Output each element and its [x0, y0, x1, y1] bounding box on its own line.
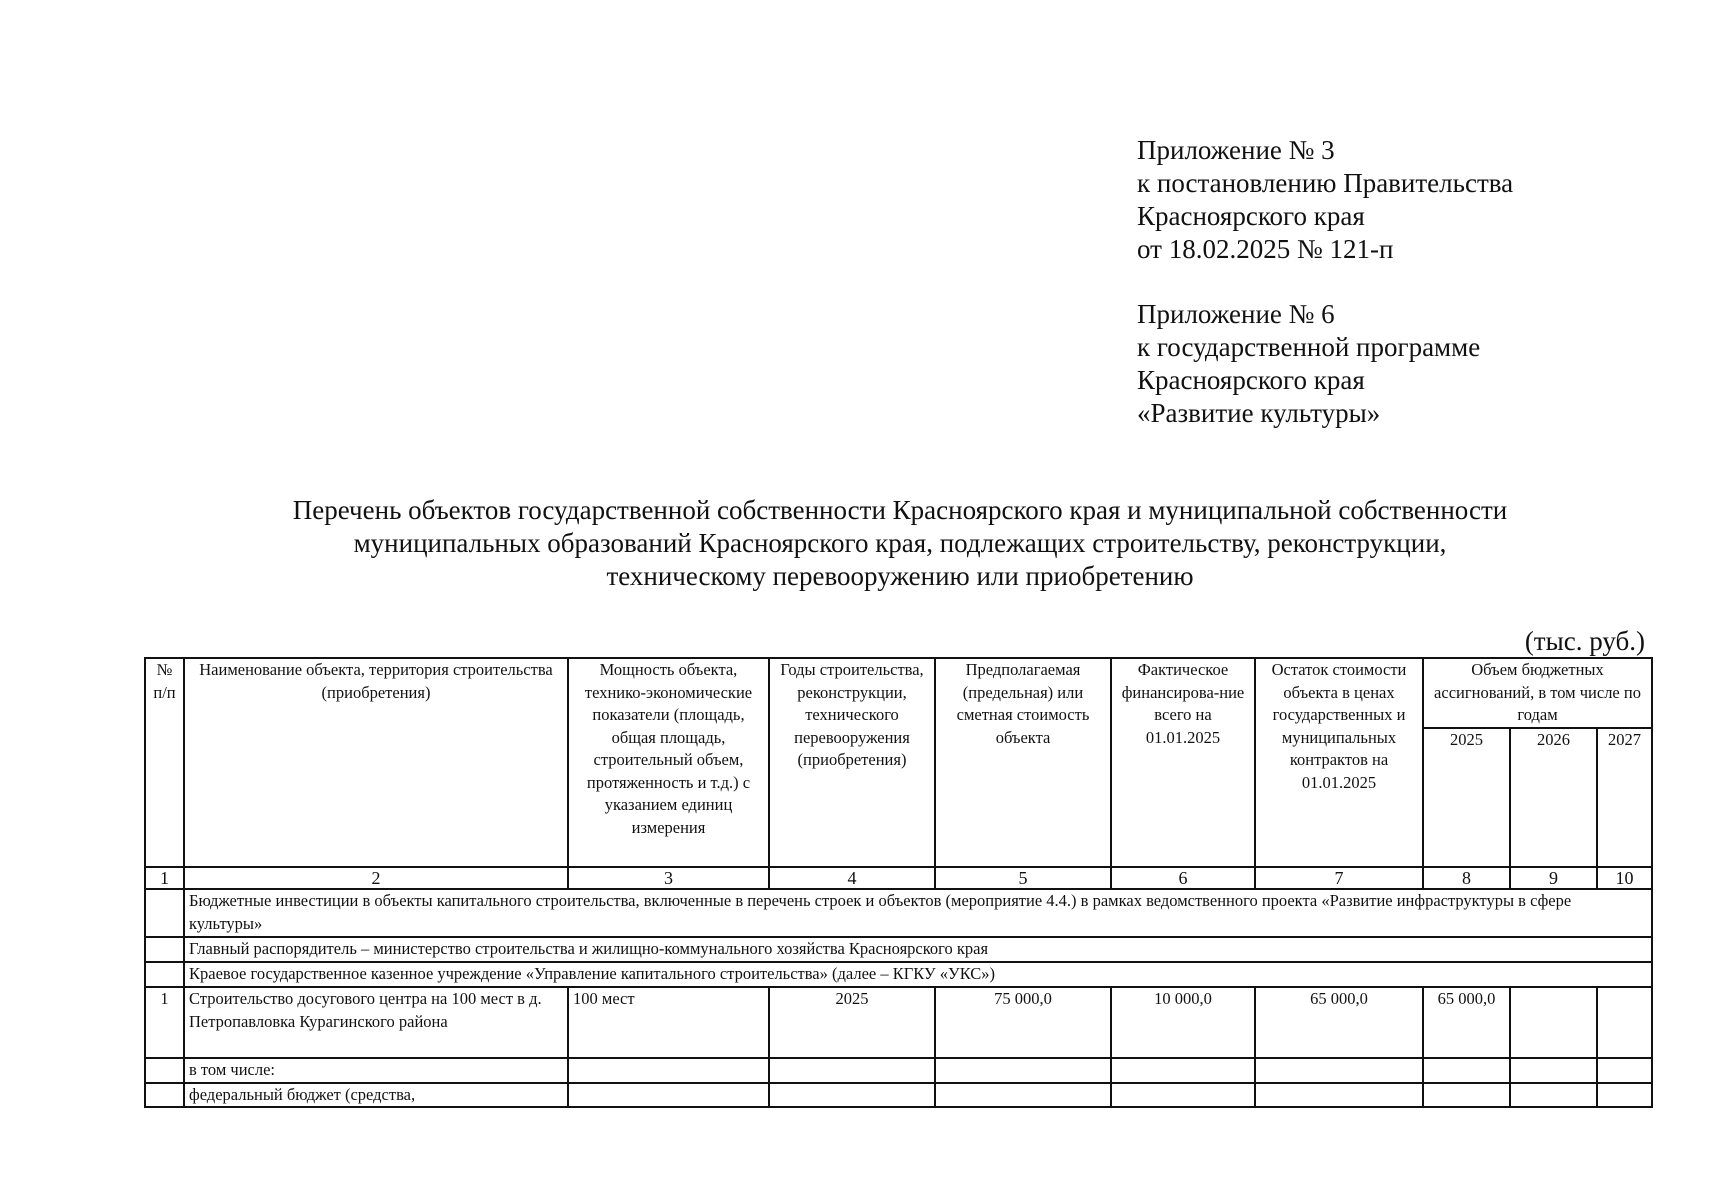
object-capacity: 100 мест	[568, 987, 769, 1058]
subrow-including-label: в том числе:	[184, 1058, 568, 1083]
header-years: Годы строительства, реконструкции, технического перевооружения (приобретения)	[769, 658, 935, 867]
header-name: Наименование объекта, территория строительства (приобретения)	[184, 658, 568, 867]
object-2025: 65 000,0	[1423, 987, 1510, 1058]
empty-cell	[1510, 1083, 1597, 1108]
annex-6-line: к государственной программе	[1137, 332, 1481, 362]
column-numbers-row	[145, 867, 1652, 889]
section-institution-text: Краевое государственное казенное учреждение «Управление капитального строительства» (далее – КГКУ «УКС»)	[184, 962, 1652, 987]
object-num: 1	[145, 987, 184, 1058]
object-2026	[1510, 987, 1597, 1058]
header-budget-group: Объем бюджетных ассигнований, в том числе по годам	[1423, 658, 1652, 728]
document-title-line: муниципальных образований Красноярского края, подлежащих строительству, реконструкции,	[353, 528, 1447, 558]
object-row	[145, 987, 1652, 1058]
document-title	[200, 494, 1600, 593]
object-actual-financing: 10 000,0	[1111, 987, 1255, 1058]
annex-3-line: от 18.02.2025 № 121-п	[1137, 234, 1394, 264]
empty-cell	[145, 962, 184, 987]
empty-cell	[1423, 1058, 1510, 1083]
section-main-manager-text: Главный распорядитель – министерство строительства и жилищно-коммунального хозяйства Красноярского края	[184, 937, 1652, 962]
empty-cell	[769, 1083, 935, 1108]
column-number: 8	[1423, 867, 1510, 889]
section-investments-text: Бюджетные инвестиции в объекты капитального строительства, включенные в перечень строек и объектов (мероприятие 4.4.) в рамках ведомственного проекта «Развитие инфраструктуры в сфере культуры»	[184, 889, 1652, 937]
annex-6-line: «Развитие культуры»	[1137, 398, 1381, 428]
annex-6-line: Приложение № 6	[1137, 299, 1335, 329]
empty-cell	[1510, 1058, 1597, 1083]
empty-cell	[145, 1058, 184, 1083]
column-number: 3	[568, 867, 769, 889]
column-number: 2	[184, 867, 568, 889]
annex-3-line: к постановлению Правительства	[1137, 168, 1514, 198]
section-row-investments	[145, 889, 1652, 937]
subrow-including	[145, 1058, 1652, 1083]
object-years: 2025	[769, 987, 935, 1058]
column-number: 4	[769, 867, 935, 889]
object-remaining-cost: 65 000,0	[1255, 987, 1423, 1058]
empty-cell	[1255, 1083, 1423, 1108]
empty-cell	[1423, 1083, 1510, 1108]
document-title-line: техническому перевооружению или приобретению	[606, 561, 1194, 591]
header-year-2027: 2027	[1597, 728, 1652, 867]
annex-6-block	[1137, 298, 1697, 430]
empty-cell	[769, 1058, 935, 1083]
annex-3-line: Красноярского края	[1137, 201, 1365, 231]
section-row-main-manager	[145, 937, 1652, 962]
annex-3-block	[1137, 134, 1697, 266]
units-label: (тыс. руб.)	[1524, 626, 1645, 656]
empty-cell	[1597, 1083, 1652, 1108]
column-number: 7	[1255, 867, 1423, 889]
header-actual-financing: Фактическое финансирова-ние всего на 01.01.2025	[1111, 658, 1255, 867]
empty-cell	[145, 889, 184, 937]
header-year-2026: 2026	[1510, 728, 1597, 867]
empty-cell	[568, 1058, 769, 1083]
annex-3-line: Приложение № 3	[1137, 135, 1335, 165]
annex-6-line: Красноярского края	[1137, 365, 1365, 395]
section-row-institution	[145, 962, 1652, 987]
column-number: 6	[1111, 867, 1255, 889]
empty-cell	[935, 1058, 1111, 1083]
empty-cell	[145, 1083, 184, 1108]
column-number: 10	[1597, 867, 1652, 889]
object-estimated-cost: 75 000,0	[935, 987, 1111, 1058]
empty-cell	[145, 937, 184, 962]
subrow-federal-budget	[145, 1083, 1652, 1108]
empty-cell	[568, 1083, 769, 1108]
document-title-line: Перечень объектов государственной собственности Красноярского края и муниципальной собственности	[292, 495, 1508, 525]
header-capacity: Мощность объекта, технико-экономические показатели (площадь, общая площадь, строительный объем, протяженность и т.д.) с указанием единиц измерения	[568, 658, 769, 867]
header-estimated-cost: Предполагаемая (предельная) или сметная стоимость объекта	[935, 658, 1111, 867]
empty-cell	[1597, 1058, 1652, 1083]
empty-cell	[1255, 1058, 1423, 1083]
empty-cell	[935, 1083, 1111, 1108]
empty-cell	[1111, 1058, 1255, 1083]
object-2027	[1597, 987, 1652, 1058]
object-name: Строительство досугового центра на 100 мест в д. Петропавловка Курагинского района	[184, 987, 568, 1058]
column-number: 1	[145, 867, 184, 889]
header-row-top	[145, 658, 1652, 728]
empty-cell	[1111, 1083, 1255, 1108]
header-remaining-cost: Остаток стоимости объекта в ценах государственных и муниципальных контрактов на 01.01.2025	[1255, 658, 1423, 867]
column-number: 9	[1510, 867, 1597, 889]
header-num: № п/п	[145, 658, 184, 867]
subrow-federal-budget-label: федеральный бюджет (средства,	[184, 1083, 568, 1108]
header-year-2025: 2025	[1423, 728, 1510, 867]
column-number: 5	[935, 867, 1111, 889]
objects-table	[144, 657, 1653, 1108]
